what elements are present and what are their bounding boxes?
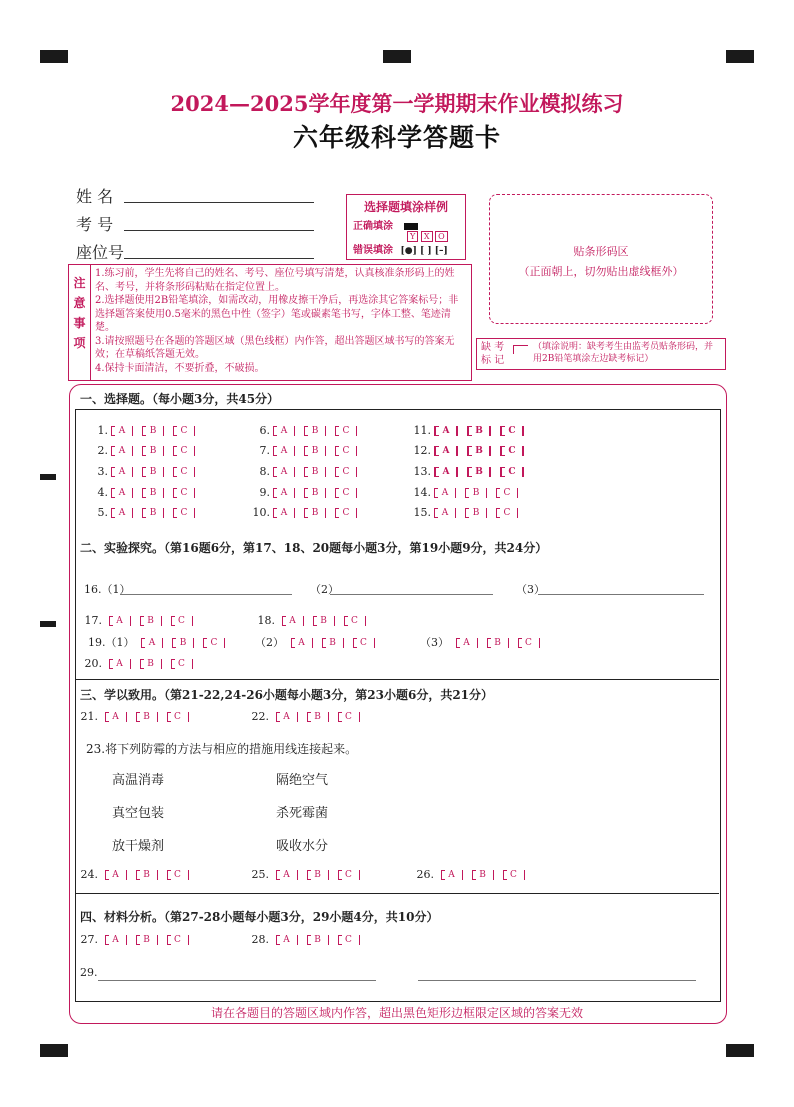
note-item: 3.请按照题号在各题的答题区域（黑色线框）内作答，超出答题区域书写的答案无效；在草稿纸答题无效。 — [95, 335, 455, 360]
absent-note: （填涂说明：缺考考生由监考员贴条形码，并用2B铅笔填涂左边缺考标记） — [533, 342, 714, 364]
option-b-bubble[interactable]: B — [467, 446, 491, 456]
option-c-bubble[interactable]: C — [203, 638, 225, 648]
question-19-1: 19.（1） A B C — [88, 634, 234, 650]
section2-title: 二、实验探究。（第16题6分，第17、18、20题每小题3分，第19小题9分，共24分） — [80, 541, 548, 555]
option-a-bubble[interactable]: A — [282, 616, 304, 626]
option-b-bubble[interactable]: B — [307, 712, 329, 722]
answer-line-16-1[interactable] — [120, 580, 292, 595]
question-23: 23.将下列防霉的方法与相应的措施用线连接起来。 — [86, 742, 358, 756]
option-a-bubble[interactable]: A — [111, 488, 133, 498]
question-9: 9. A B C — [248, 486, 366, 499]
option-a-bubble[interactable]: A — [105, 935, 127, 945]
option-b-bubble[interactable]: B — [136, 870, 158, 880]
registration-mark — [383, 50, 411, 63]
correct-fill-label: 正确填涂 — [353, 221, 393, 232]
page-subtitle: 六年级科学答题卡 — [292, 123, 501, 152]
option-b-bubble[interactable]: B — [136, 935, 158, 945]
notes-box — [68, 264, 472, 381]
match-right-item[interactable]: 隔绝空气 — [276, 773, 329, 788]
seat-number-line — [124, 258, 314, 259]
barcode-label: 贴条形码区 — [573, 245, 629, 258]
wrong-fill-label: 错误填涂 — [353, 245, 393, 256]
wrong-fill-row — [353, 241, 448, 256]
option-a-bubble[interactable]: A — [434, 426, 458, 436]
option-c-bubble[interactable]: C — [338, 935, 360, 945]
filled-mark-icon — [404, 223, 418, 230]
name-field[interactable] — [76, 184, 136, 207]
option-c-bubble[interactable]: C — [173, 488, 195, 498]
name-line — [124, 202, 314, 203]
option-a-bubble[interactable]: A — [273, 467, 295, 477]
option-b-bubble[interactable]: B — [142, 446, 164, 456]
option-a-bubble[interactable]: A — [111, 467, 133, 477]
option-b-bubble[interactable]: B — [304, 508, 326, 518]
registration-mark — [40, 50, 68, 63]
seat-number-field[interactable] — [76, 240, 136, 263]
option-b-bubble[interactable]: B — [472, 870, 494, 880]
option-a-bubble[interactable]: A — [111, 508, 133, 518]
option-b-bubble[interactable]: B — [304, 467, 326, 477]
option-c-bubble[interactable]: C — [167, 870, 189, 880]
question-21: 21. A B C — [80, 710, 198, 723]
option-b-bubble[interactable]: B — [465, 488, 487, 498]
option-a-bubble[interactable]: A — [111, 446, 133, 456]
question-16-2-label: （2） — [310, 583, 339, 596]
option-c-bubble[interactable]: C — [496, 488, 518, 498]
answer-line-16-2[interactable] — [330, 580, 493, 595]
option-c-bubble[interactable]: C — [171, 616, 193, 626]
match-left-item[interactable]: 高温消毒 — [112, 773, 165, 788]
option-b-bubble[interactable]: B — [136, 712, 158, 722]
option-b-bubble[interactable]: B — [467, 467, 491, 477]
question-7: 7. A B C — [248, 444, 366, 457]
correct-fill-row — [353, 217, 418, 232]
absent-fill-bubble[interactable] — [513, 345, 528, 354]
option-c-bubble[interactable]: C — [496, 508, 518, 518]
question-18: 18. A B C — [255, 614, 375, 627]
registration-mark — [726, 50, 754, 63]
option-a-bubble[interactable]: A — [111, 426, 133, 436]
match-left-item[interactable]: 放干燥剂 — [112, 839, 165, 854]
question-11: 11. A B C — [409, 424, 533, 437]
option-c-bubble[interactable]: C — [173, 446, 195, 456]
section-divider — [75, 893, 719, 894]
section-divider — [75, 679, 719, 680]
question-8: 8. A B C — [248, 465, 366, 478]
registration-mark — [726, 1044, 754, 1057]
option-b-bubble[interactable]: B — [140, 659, 162, 669]
option-a-bubble[interactable]: A — [273, 426, 295, 436]
option-c-bubble[interactable]: C — [500, 446, 524, 456]
question-12: 12. A B C — [409, 444, 533, 457]
question-17: 17. A B C — [84, 614, 202, 627]
option-a-bubble[interactable]: A — [273, 508, 295, 518]
question-26: 26. A B C — [414, 868, 534, 881]
option-a-bubble[interactable]: A — [434, 508, 456, 518]
question-24: 24. A B C — [80, 868, 198, 881]
question-16: 16.（1） — [84, 583, 131, 596]
registration-mark — [40, 1044, 68, 1057]
option-c-bubble[interactable]: C — [335, 446, 357, 456]
option-b-bubble[interactable]: B — [467, 426, 491, 436]
option-c-bubble[interactable]: C — [167, 935, 189, 945]
option-b-bubble[interactable]: B — [142, 508, 164, 518]
option-c-bubble[interactable]: C — [335, 426, 357, 436]
fill-sample-heading: 选择题填涂样例 — [363, 200, 448, 214]
match-left-item[interactable]: 真空包装 — [112, 806, 165, 821]
option-c-bubble[interactable]: C — [500, 467, 524, 477]
option-b-bubble[interactable]: B — [313, 616, 335, 626]
question-5: 5. A B C — [86, 506, 204, 519]
option-c-bubble[interactable]: C — [518, 638, 540, 648]
option-c-bubble[interactable]: C — [171, 659, 193, 669]
option-b-bubble[interactable]: B — [465, 508, 487, 518]
question-25: 25. A B C — [249, 868, 369, 881]
exam-number-field[interactable] — [76, 212, 136, 235]
note-item: 4.保持卡面清洁，不要折叠，不破损。 — [95, 362, 265, 374]
option-b-bubble[interactable]: B — [322, 638, 344, 648]
question-15: 15. A B C — [409, 506, 527, 519]
question-29: 29. — [80, 966, 98, 979]
barcode-hint: （正面朝上，切勿贴出虚线框外） — [518, 265, 684, 278]
question-14: 14. A B C — [409, 486, 527, 499]
option-a-bubble[interactable]: A — [434, 467, 458, 477]
option-a-bubble[interactable]: A — [434, 446, 458, 456]
option-a-bubble[interactable]: A — [291, 638, 313, 648]
option-b-bubble[interactable]: B — [172, 638, 194, 648]
option-a-bubble[interactable]: A — [105, 712, 127, 722]
question-1: 1. A B C — [86, 424, 204, 437]
question-28: 28. A B C — [249, 933, 369, 946]
section4-title: 四、材料分析。（第27-28小题每小题3分，29小题4分，共10分） — [80, 910, 439, 924]
question-16-3-label: （3） — [516, 583, 545, 596]
absent-label: 缺 考 标 记 — [481, 342, 505, 366]
option-c-bubble[interactable]: C — [167, 712, 189, 722]
answer-line-16-3[interactable] — [538, 580, 704, 595]
question-3: 3. A B C — [86, 465, 204, 478]
option-a-bubble[interactable]: A — [276, 935, 298, 945]
section1-title: 一、选择题。（每小题3分，共45分） — [80, 392, 280, 406]
option-b-bubble[interactable]: B — [487, 638, 509, 648]
option-b-bubble[interactable]: B — [307, 870, 329, 880]
page-title: 2024—2025学年度第一学期期末作业模拟练习 — [170, 91, 624, 116]
note-item: 1.练习前，学生先将自己的姓名、考号、座位号填写清楚，认真核准条形码上的姓名、考号，并将条形码粘贴在指定位置上。 — [95, 268, 455, 293]
exam-number-label: 考 号 — [76, 215, 114, 234]
option-b-bubble[interactable]: B — [142, 467, 164, 477]
option-b-bubble[interactable]: B — [142, 426, 164, 436]
option-a-bubble[interactable]: A — [276, 712, 298, 722]
exam-number-line — [124, 230, 314, 231]
option-b-bubble[interactable]: B — [140, 616, 162, 626]
option-b-bubble[interactable]: B — [142, 488, 164, 498]
option-a-bubble[interactable]: A — [273, 488, 295, 498]
fill-sample-box — [346, 194, 466, 260]
note-item: 2.选择题使用2B铅笔填涂，如需改动，用橡皮擦干净后，再选涂其它答案标号；非选择题答案使用0.5毫米的黑色中性（签字）笔或碳素笔书写，字体工整、笔迹清楚。 — [95, 295, 459, 333]
registration-mark — [40, 474, 56, 480]
option-a-bubble[interactable]: A — [273, 446, 295, 456]
answer-line-29-b[interactable] — [418, 966, 696, 981]
option-a-bubble[interactable]: A — [441, 870, 463, 880]
registration-mark — [40, 621, 56, 627]
footer-warning: 请在各题目的答题区域内作答，超出黑色矩形边框限定区域的答案无效 — [210, 1006, 583, 1020]
option-c-bubble[interactable]: C — [335, 488, 357, 498]
question-19-3: （3） A B C — [420, 634, 549, 650]
option-c-bubble[interactable]: C — [335, 467, 357, 477]
option-a-bubble[interactable]: A — [141, 638, 163, 648]
question-10: 10. A B C — [248, 506, 366, 519]
option-c-bubble[interactable]: C — [173, 467, 195, 477]
option-b-bubble[interactable]: B — [304, 446, 326, 456]
option-c-bubble[interactable]: C — [344, 616, 366, 626]
option-a-bubble[interactable]: A — [276, 870, 298, 880]
option-c-bubble[interactable]: C — [338, 712, 360, 722]
answer-line-29-a[interactable] — [98, 966, 376, 981]
question-19-2: （2） A B C — [255, 634, 384, 650]
question-20: 20. A B C — [84, 657, 202, 670]
wrong-mark-icon: [●] [ ] [–] — [400, 246, 448, 256]
option-a-bubble[interactable]: A — [434, 488, 456, 498]
section3-title: 三、学以致用。（第21-22,24-26小题每小题3分，第23小题6分，共21分） — [80, 688, 494, 702]
option-b-bubble[interactable]: B — [307, 935, 329, 945]
option-a-bubble[interactable]: A — [109, 616, 131, 626]
option-c-bubble[interactable]: C — [500, 426, 524, 436]
question-13: 13. A B C — [409, 465, 533, 478]
wrong-mark-examples-top: Y X O — [407, 232, 448, 241]
seat-number-label: 座位号 — [76, 243, 125, 262]
question-27: 27. A B C — [80, 933, 198, 946]
option-b-bubble[interactable]: B — [304, 426, 326, 436]
option-a-bubble[interactable]: A — [456, 638, 478, 648]
option-c-bubble[interactable]: C — [335, 508, 357, 518]
option-a-bubble[interactable]: A — [105, 870, 127, 880]
question-6: 6. A B C — [248, 424, 366, 437]
option-c-bubble[interactable]: C — [503, 870, 525, 880]
match-right-item[interactable]: 吸收水分 — [276, 839, 329, 854]
option-b-bubble[interactable]: B — [304, 488, 326, 498]
option-c-bubble[interactable]: C — [173, 426, 195, 436]
question-2: 2. A B C — [86, 444, 204, 457]
option-c-bubble[interactable]: C — [173, 508, 195, 518]
match-right-item[interactable]: 杀死霉菌 — [276, 806, 329, 821]
notes-side-label: 注 意 事 项 — [69, 265, 91, 380]
absent-mark-box — [476, 338, 726, 370]
name-label: 姓 名 — [76, 187, 114, 206]
question-22: 22. A B C — [249, 710, 369, 723]
barcode-area — [489, 194, 713, 324]
option-c-bubble[interactable]: C — [353, 638, 375, 648]
question-4: 4. A B C — [86, 486, 204, 499]
option-c-bubble[interactable]: C — [338, 870, 360, 880]
option-a-bubble[interactable]: A — [109, 659, 131, 669]
notes-text — [95, 267, 467, 375]
